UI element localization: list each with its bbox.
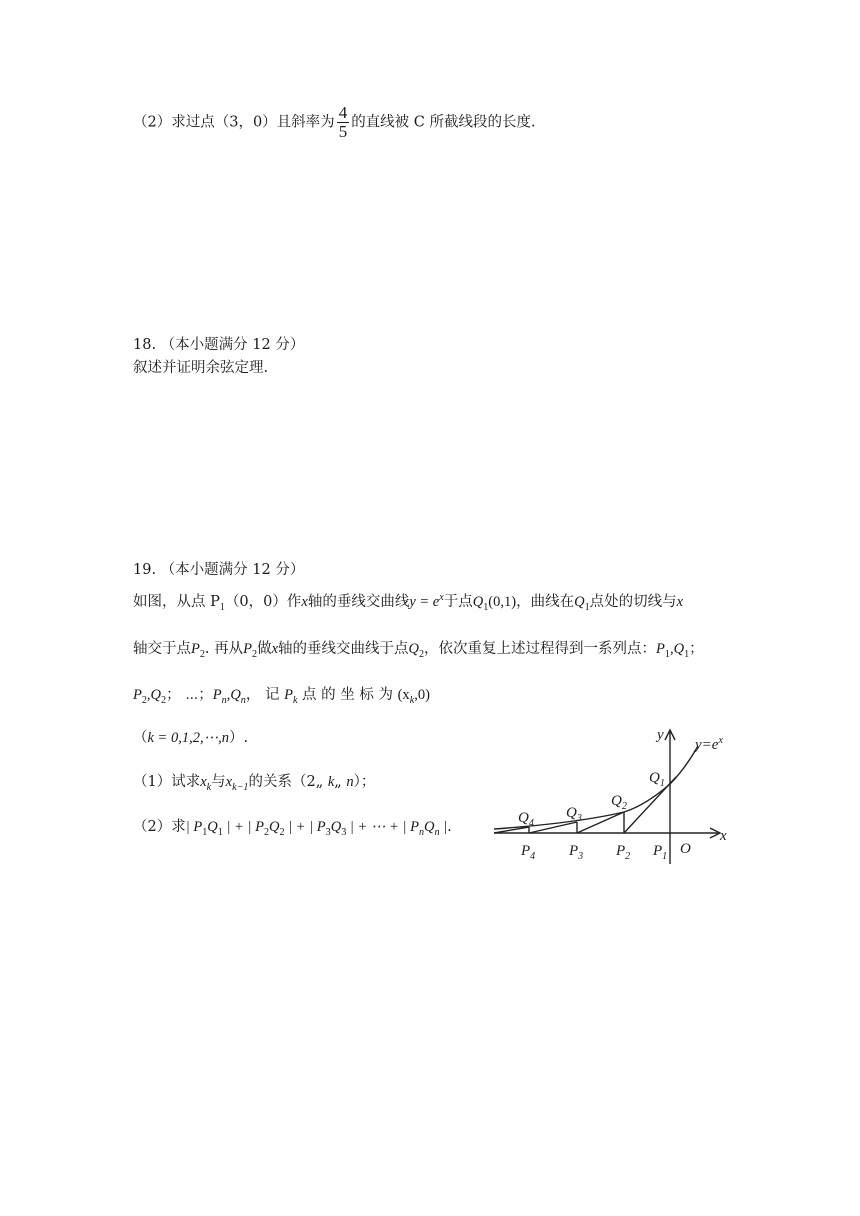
q19-part2: [133, 815, 452, 838]
q19-math: P: [212, 687, 222, 703]
q19-text: „: [334, 774, 347, 790]
q19-math: Q: [424, 819, 435, 835]
slope-numerator: 4: [338, 103, 348, 122]
q19-math: | + | P: [222, 819, 264, 835]
q19-sub: 1: [219, 601, 225, 613]
q19-text: 与: [211, 774, 226, 790]
q19-text: 轴的垂线交曲线: [307, 594, 410, 610]
q19-text: 点 的 坐 标 为: [302, 687, 393, 703]
label-q3: $Q_3$: [566, 805, 582, 824]
q19-sub: 3: [325, 826, 331, 838]
q19-text: （: [133, 730, 148, 746]
q19-text: ， 记: [245, 687, 280, 703]
x-axis-label: x: [720, 828, 727, 844]
q19-text: ）；: [353, 774, 376, 790]
q19-sub: 2: [161, 694, 167, 706]
q19-sub: 2: [141, 694, 147, 706]
q19-math: (0,1): [488, 594, 517, 610]
q19-sub: 2: [199, 648, 205, 660]
q19-sub: 1: [584, 601, 590, 613]
q17-part2-suffix: 的直线被 C 所截线段的长度.: [351, 114, 536, 131]
label-q4: $Q_4$: [518, 810, 534, 829]
q19-math: ,0): [414, 687, 430, 703]
q19-sub: k: [292, 694, 298, 706]
q19-text: 如图，从点 P: [133, 594, 220, 610]
q18-text: 叙述并证明余弦定理.: [133, 360, 269, 376]
q19-text: 做: [257, 641, 272, 657]
q19-sup: x: [439, 592, 444, 604]
q19-math: x: [676, 594, 684, 610]
q19-text: ，依次重复上述过程得到一系列点：: [424, 641, 657, 657]
label-q2: $Q_2$: [611, 793, 627, 812]
label-origin: O: [680, 841, 691, 857]
q19-math: ,Q: [226, 687, 241, 703]
q19-line2: [133, 637, 704, 660]
slope-denominator: 5: [338, 121, 348, 141]
q19-math: x: [225, 774, 233, 790]
q19-sub: 1: [483, 601, 489, 613]
y-axis-label: y: [657, 727, 664, 743]
q19-line4: [133, 726, 248, 747]
q19-math: Q: [330, 819, 342, 835]
q19-part1: [133, 770, 375, 793]
tangent-q2: [577, 812, 624, 833]
q19-math: P: [656, 641, 665, 657]
label-p4: $P_4$: [521, 843, 536, 862]
q19-sub: n: [221, 694, 227, 706]
q19-line1: [133, 590, 683, 613]
q19-sub: n: [240, 694, 246, 706]
q17-part2: [133, 104, 536, 141]
q19-text: （0，0）作: [224, 594, 302, 610]
q17-part2-prefix: （2）求过点（3，0）且斜率为: [133, 114, 335, 131]
q19-text: .: [447, 819, 452, 835]
q19-math: Q: [472, 594, 484, 610]
q19-math: P: [191, 641, 200, 657]
q19-text: 的关系（2„: [248, 774, 328, 790]
q19-math: n: [346, 774, 354, 790]
q19-sub: 3: [341, 826, 347, 838]
q19-math: | + ⋯ + | P: [346, 819, 419, 835]
q19-text: （2）求: [133, 819, 186, 835]
slope-fraction: [337, 104, 350, 141]
q19-text: 点处的切线与: [589, 594, 677, 610]
q19-math: x: [200, 774, 207, 790]
exp-curve-figure: [490, 722, 735, 867]
q19-sub: 1: [684, 648, 690, 660]
q19-math: x: [301, 594, 308, 610]
label-p1: $P_1$: [653, 843, 668, 862]
q19-math: ,Q: [669, 641, 685, 657]
q19-sub: 1: [202, 826, 208, 838]
q19-text: ，曲线在: [516, 594, 575, 610]
q19-math: k: [327, 774, 335, 790]
q19-sub: 2: [279, 826, 285, 838]
q19-text: 于点: [443, 594, 473, 610]
label-p3: $P_3$: [569, 843, 584, 862]
q19-text: 轴交于点: [133, 641, 191, 657]
q19-math: y = e: [409, 594, 440, 610]
q19-text: . 再从: [204, 641, 244, 657]
q19-math: Q: [408, 641, 419, 657]
q19-sub: 2: [252, 648, 258, 660]
q19-math: | P: [185, 819, 203, 835]
q19-sub: k: [206, 781, 212, 793]
q19-text: （1）试求: [133, 774, 201, 790]
q19-math: P: [284, 687, 293, 703]
q19-math: | + | P: [284, 819, 326, 835]
q19-text: ； ⋯；: [166, 687, 213, 703]
q19-sub: 1: [664, 648, 670, 660]
q19-header: 19. （本小题满分 12 分）: [133, 562, 305, 578]
q19-sub: 2: [418, 648, 425, 660]
q19-sub: 1: [217, 826, 223, 838]
q19-math: P: [243, 641, 252, 657]
q19-math: ,Q: [146, 687, 162, 703]
q19-text: 轴的垂线交曲线于点: [278, 641, 409, 657]
q19-sub: k−1: [232, 781, 249, 793]
q19-sub: 2: [263, 826, 269, 838]
q19-text: ）.: [228, 730, 249, 746]
q19-math: Q: [207, 819, 218, 835]
curve-label: $y=e^x$: [695, 735, 723, 753]
q19-sub: k: [409, 694, 415, 706]
q19-line3: [133, 683, 430, 706]
q19-math: Q: [574, 594, 585, 610]
q19-math: (x: [397, 687, 410, 703]
q19-math: |: [439, 819, 448, 835]
q19-sub: n: [434, 826, 440, 838]
label-q1: $Q_1$: [649, 770, 665, 789]
q19-math: x: [271, 641, 278, 657]
label-p2: $P_2$: [616, 843, 631, 862]
q19-sub: n: [418, 826, 424, 838]
q19-math: Q: [269, 819, 280, 835]
q19-math: P: [133, 687, 142, 703]
q18-header: 18. （本小题满分 12 分）: [133, 337, 305, 353]
q19-text: ；: [689, 641, 704, 657]
q19-math: k = 0,1,2,⋯,n: [147, 730, 229, 746]
